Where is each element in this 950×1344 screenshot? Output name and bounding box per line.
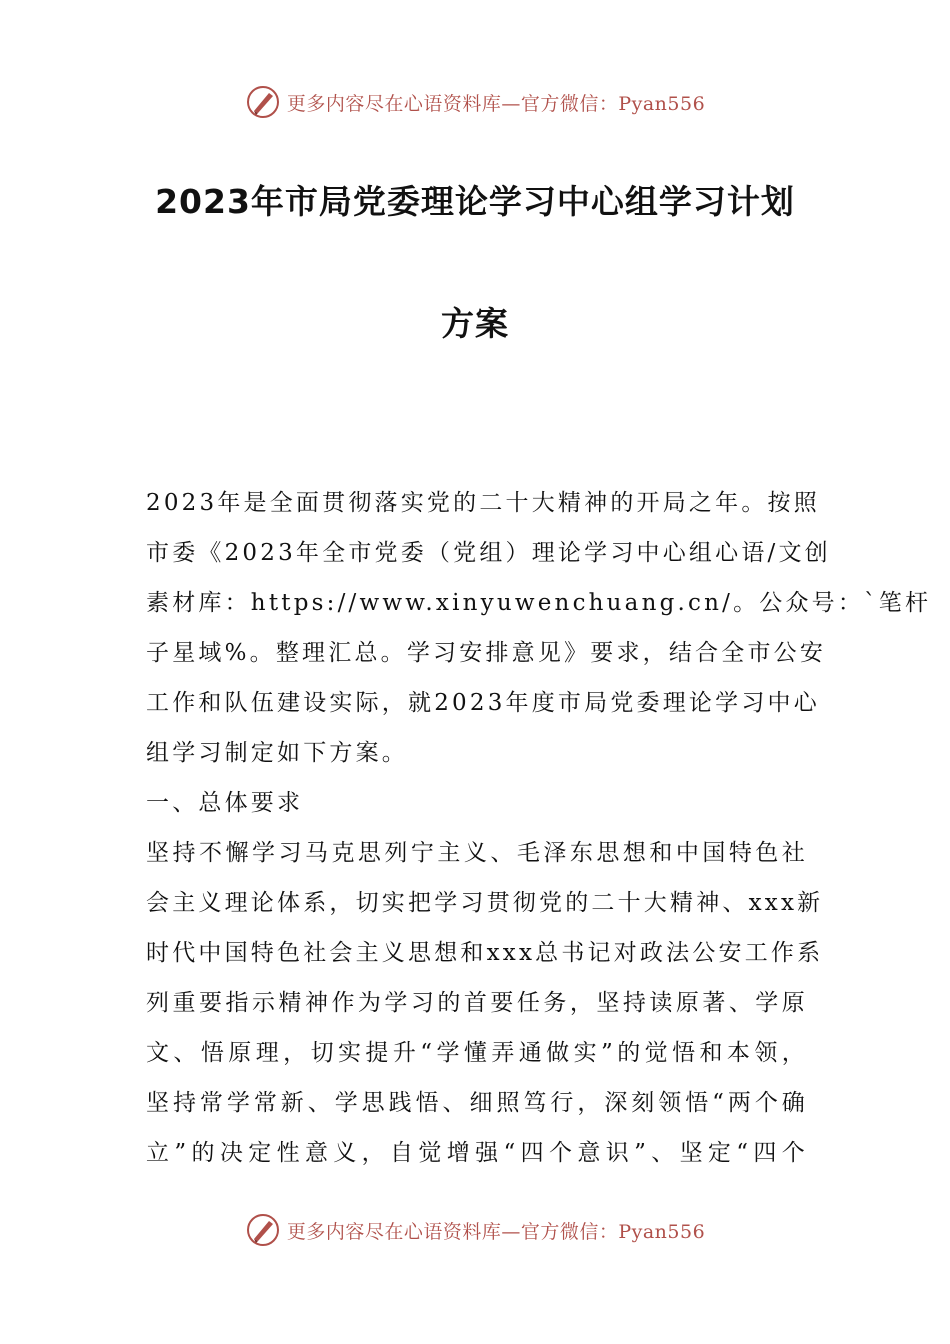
section-heading: 一、总体要求 — [146, 790, 304, 816]
body-line: 素材库：https://www.xinyuwenchuang.cn/。公众号：`笔杆 — [146, 590, 932, 616]
banner-text: 更多内容尽在心语资料库—官方微信：Pyan556 — [286, 1220, 706, 1243]
body-line: 子星域%。整理汇总。学习安排意见》要求，结合全市公安 — [146, 640, 827, 666]
pen-icon — [245, 84, 281, 120]
footer-watermark-banner — [0, 1208, 950, 1252]
document-body — [146, 478, 932, 1178]
body-line: 文、悟原理，切实提升“学懂弄通做实”的觉悟和本领， — [146, 1040, 808, 1066]
body-line: 组学习制定如下方案。 — [146, 740, 408, 766]
body-line: 立”的决定性意义，自觉增强“四个意识”、坚定“四个 — [146, 1140, 808, 1166]
body-line: 列重要指示精神作为学习的首要任务，坚持读原著、学原 — [146, 990, 808, 1016]
body-line: 坚持常学常新、学思践悟、细照笃行，深刻领悟“两个确 — [146, 1090, 808, 1116]
header-watermark-banner — [0, 80, 950, 124]
banner-text: 更多内容尽在心语资料库—官方微信：Pyan556 — [286, 92, 706, 115]
body-line: 工作和队伍建设实际，就2023年度市局党委理论学习中心 — [146, 690, 820, 716]
document-title-line-1: 2023年市局党委理论学习中心组学习计划 — [155, 182, 795, 221]
pen-icon — [245, 1212, 281, 1248]
body-line: 会主义理论体系，切实把学习贯彻党的二十大精神、xxx新 — [146, 890, 824, 916]
document-title-line-2: 方案 — [441, 304, 509, 343]
body-line: 坚持不懈学习马克思列宁主义、毛泽东思想和中国特色社 — [146, 840, 808, 866]
body-line: 2023年是全面贯彻落实党的二十大精神的开局之年。按照 — [146, 490, 820, 516]
body-line: 时代中国特色社会主义思想和xxx总书记对政法公安工作系 — [146, 940, 824, 966]
body-line: 市委《2023年全市党委（党组）理论学习中心组心语/文创 — [146, 540, 831, 566]
